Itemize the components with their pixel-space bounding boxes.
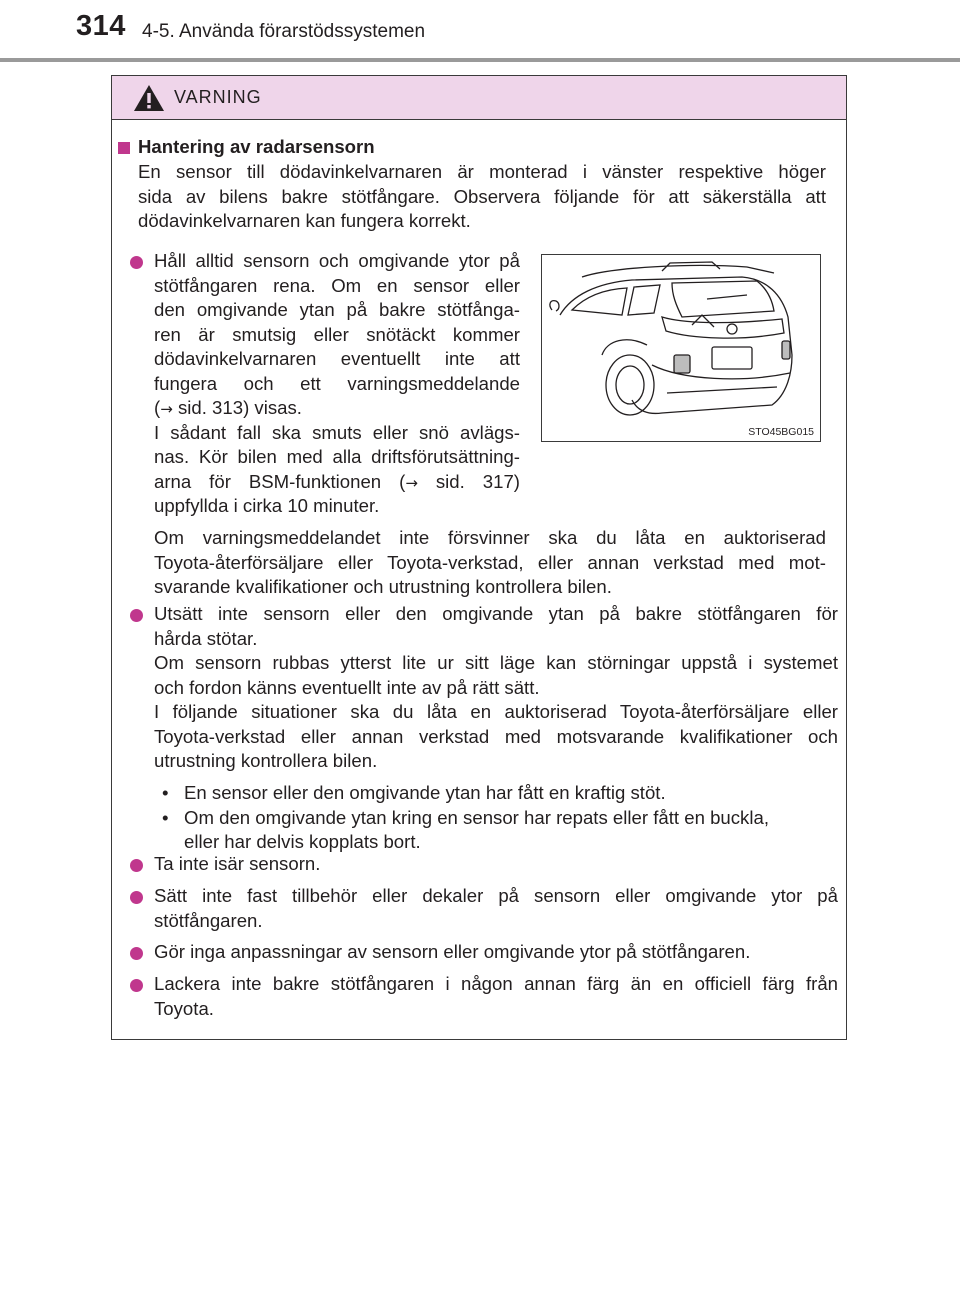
intro-line: dödavinkelvarnaren kan fungera korrekt. xyxy=(138,210,471,231)
arrow-right-icon: → xyxy=(405,473,418,492)
bullet-line: I sådant fall ska smuts eller snö avlägs- xyxy=(154,421,520,443)
paragraph-line: svarande kvalifikationer och utrustning kontrollera bilen. xyxy=(154,576,612,597)
bullet-line: hårda stötar. xyxy=(154,627,258,649)
bullet-line: ren är smutsig eller snötäckt kommer xyxy=(154,323,520,345)
bullet-line: Sätt inte fast tillbehör eller dekaler på sensorn eller omgivande ytor på xyxy=(154,885,838,906)
bullet-line: fungera och ett varningsmeddelande xyxy=(154,372,520,394)
bullet-line: dödavinkelvarnaren eventuellt inte att xyxy=(154,348,520,369)
bullet-dot-icon xyxy=(130,256,143,269)
bullet-line: Utsätt inte sensorn eller den omgivande ytan på bakre stötfångaren för xyxy=(154,603,838,624)
bullet-line: och fordon känns eventuellt inte av på rätt sätt. xyxy=(154,676,540,698)
sub-bullet-item: eller har delvis kopplats bort. xyxy=(184,831,421,852)
figure-car-rear-sensor xyxy=(541,254,821,442)
warning-triangle-icon xyxy=(132,83,166,113)
bullet-line: stötfångaren. xyxy=(154,909,263,931)
warning-label: VARNING xyxy=(174,87,262,107)
page-reference xyxy=(154,396,302,422)
page-number: 314 xyxy=(76,10,126,42)
bullet-3: Ta inte isär sensorn. xyxy=(154,853,321,874)
page-reference xyxy=(154,470,520,496)
ref-paren: ( xyxy=(154,397,161,418)
ref-text: sid. 313) visas. xyxy=(172,397,302,418)
bullet-dot-icon xyxy=(130,979,143,992)
bullet-line: Håll alltid sensorn och omgivande ytor på xyxy=(154,250,520,271)
bullet-line: Om sensorn rubbas ytterst lite ur sitt läge kan störningar uppstå i systemet xyxy=(154,652,838,673)
bullet-line: I följande situationer ska du låta en auktoriserad Toyota-återförsäljare eller xyxy=(154,701,838,722)
bullet-dot-icon xyxy=(130,891,143,904)
sub-bullet-item: Om den omgivande ytan kring en sensor har repats eller fått en buckla, xyxy=(184,806,769,828)
arrow-right-icon: → xyxy=(160,400,173,418)
bullet-line: Lackera inte bakre stötfångaren i någon annan färg än en officiell färg från xyxy=(154,973,838,994)
bullet-line: stötfångaren rena. Om en sensor eller xyxy=(154,274,520,296)
section-title: 4-5. Använda förarstödssystemen xyxy=(142,21,426,42)
intro-line: sida av bilens bakre stötfångare. Observera följande för att säkerställa att xyxy=(138,185,826,207)
heading: Hantering av radarsensorn xyxy=(138,136,375,157)
warning-header xyxy=(112,76,846,120)
figure-code: STO45BG015 xyxy=(748,426,814,438)
heading-square-icon xyxy=(118,142,130,154)
bullet-line: Toyota-verkstad eller annan verkstad med motsvarande kvalifikationer och xyxy=(154,725,838,747)
ref-text: sid. 317) xyxy=(417,470,520,492)
bullet-line: uppfyllda i cirka 10 minuter. xyxy=(154,495,380,516)
sub-bullet-marker: • xyxy=(162,806,169,828)
bullet-dot-icon xyxy=(130,609,143,622)
bullet-line: utrustning kontrollera bilen. xyxy=(154,750,378,771)
bullet-dot-icon xyxy=(130,947,143,960)
bullet-line: Toyota. xyxy=(154,997,214,1019)
bullet-dot-icon xyxy=(130,859,143,872)
header-rule xyxy=(0,58,960,62)
sub-bullet-marker: • xyxy=(162,782,169,803)
ref-text: arna för BSM-funktionen ( xyxy=(154,470,406,492)
paragraph-line: Om varningsmeddelandet inte försvinner ska du låta en auktoriserad xyxy=(154,527,826,548)
sub-bullet-item: En sensor eller den omgivande ytan har fått en kraftig stöt. xyxy=(184,782,666,803)
bullet-5: Gör inga anpassningar av sensorn eller omgivande ytor på stötfångaren. xyxy=(154,941,751,962)
bullet-line: den omgivande ytan på bakre stötfånga- xyxy=(154,299,520,320)
intro-line: En sensor till dödavinkelvarnaren är monterad i vänster respektive höger xyxy=(138,161,826,182)
warning-box xyxy=(111,75,847,1040)
paragraph-line: Toyota-återförsäljare eller Toyota-verkstad, eller annan verkstad med mot- xyxy=(154,551,826,573)
car-rear-illustration xyxy=(542,255,820,425)
bullet-line: nas. Kör bilen med alla driftsförutsättning- xyxy=(154,446,520,467)
